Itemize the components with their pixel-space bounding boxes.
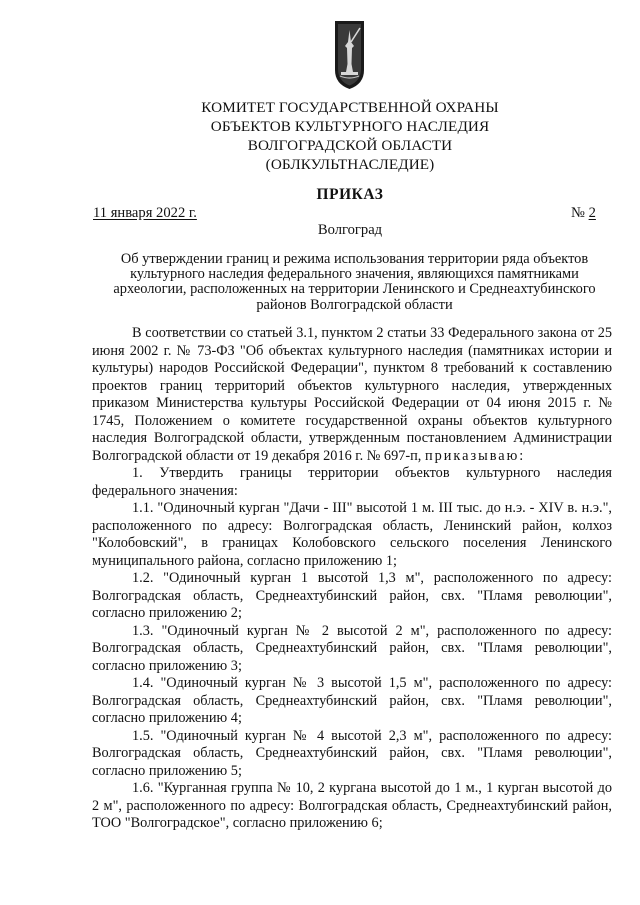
- subject-line: районов Волгоградской области: [256, 296, 453, 313]
- order-city: Волгоград: [317, 222, 383, 238]
- order-date: 11 января 2022 г.: [93, 205, 197, 221]
- org-line: ОБЪЕКТОВ КУЛЬТУРНОГО НАСЛЕДИЯ: [210, 118, 490, 135]
- org-line: (ОБЛКУЛЬТНАСЛЕДИЕ): [265, 156, 435, 173]
- list-item: 1. Утвердить границы территории объектов культурного наследия федерального значения:: [92, 465, 612, 499]
- list-item: 1.4. "Одиночный курган № 3 высотой 1,5 м", расположенного по адресу: Волгоградская область, Среднеахтубинский район, свх. "Пламя революции", согласно приложению 4;: [92, 675, 612, 726]
- preamble-text: В соответствии со статьей 3.1, пунктом 2 статьи 33 Федерального закона от 25 июня 2002 г. № 73-ФЗ "Об объектах культурного наследия (памятниках истории и культуры) народов Российской Федерации", пунктом 8 требований к составлению проектов границ территорий объектов культурного наследия, утвержденных приказом Министерства культуры Российской Федерации от 04 июня 2015 г. № 1745, Положением о комитете государственной охраны объектов культурного наследия Волгоградской области, утвержденным постановлением Администрации Волгоградской области от 19 декабря 2016 г. № 697-п,: [92, 325, 612, 464]
- order-number: [571, 205, 596, 222]
- order-number-value: 2: [588, 205, 596, 221]
- directive-word: приказываю:: [424, 447, 526, 464]
- list-item: 1.6. "Курганная группа № 10, 2 кургана высотой до 1 м., 1 курган высотой до 2 м", расположенного по адресу: Волгоградская область, Среднеахтубинский район, ТОО "Волгоградское", согласно приложению 6;: [92, 780, 612, 831]
- preamble-paragraph: [92, 325, 612, 465]
- order-subject: [92, 252, 617, 313]
- organization-name: [0, 98, 640, 174]
- list-item: 1.3. "Одиночный курган № 2 высотой 2 м", расположенного по адресу: Волгоградская область, Среднеахтубинский район, свх. "Пламя революции", согласно приложению 3;: [92, 622, 612, 674]
- volgograd-coat-of-arms-icon: [333, 20, 366, 90]
- org-line: ВОЛГОГРАДСКОЙ ОБЛАСТИ: [247, 137, 453, 154]
- list-item: 1.1. "Одиночный курган "Дачи - III" высотой 1 м. III тыс. до н.э. - XIV в. н.э.", расположенного по адресу: Волгоградская область, Ленинский район, колхоз "Колобовский", в границах Колобовского сельского поселения Ленинского муниципального района, согласно приложению 1;: [92, 500, 612, 569]
- subject-line: Об утверждении границ и режима использования территории ряда объектов: [120, 251, 589, 267]
- list-item: 1.5. "Одиночный курган № 4 высотой 2,3 м", расположенного по адресу: Волгоградская область, Среднеахтубинский район, свх. "Пламя революции", согласно приложению 5;: [92, 727, 612, 779]
- list-item: 1.2. "Одиночный курган 1 высотой 1,3 м", расположенного по адресу: Волгоградская область, Среднеахтубинский район, свх. "Пламя революции", согласно приложению 2;: [92, 570, 612, 621]
- order-body: [92, 325, 612, 833]
- subject-line: археологии, расположенных на территории Ленинского и Среднеахтубинского: [113, 281, 596, 298]
- order-number-prefix: №: [571, 205, 585, 221]
- order-title: ПРИКАЗ: [316, 186, 384, 203]
- subject-line: культурного наследия федерального значения, являющихся памятниками: [130, 266, 579, 283]
- org-line: КОМИТЕТ ГОСУДАРСТВЕННОЙ ОХРАНЫ: [201, 99, 499, 116]
